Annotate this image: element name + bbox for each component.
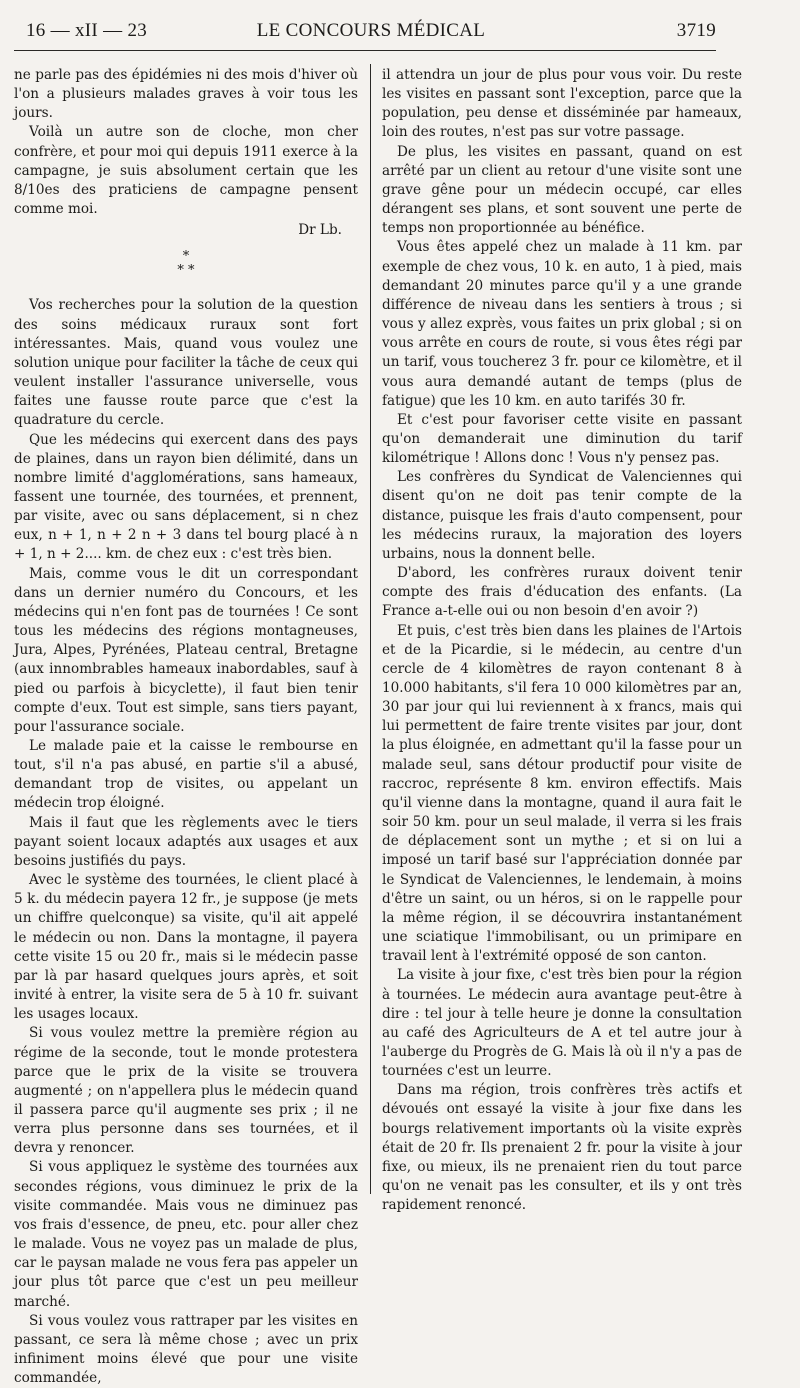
column-divider: [370, 64, 371, 1194]
paragraph: Mais, comme vous le dit un correspondant dans un dernier numéro du Concours, et les médecins qui n'en font pas de tournées ! Ce sont tous les médecins des régions montagneuses, Jura, Alpes, Pyrénées, Plateau central, Bretagne (aux innombrables hameaux inabordables, sauf à pied ou parfois à bicyclette), il faut bien tenir compte d'eux. Tout est simple, sans tiers payant, pour l'assurance sociale.: [14, 565, 358, 735]
paragraph: Que les médecins qui exercent dans des pays de plaines, dans un rayon bien délimité, dans un nombre limité d'agglomérations, sans hameaux, fassent une tournée, des tournées, et prennent, par visite, avec ou sans déplacement, si n chez eux, n + 1, n + 2 n + 3 dans tel bourg placé à n + 1, n + 2.... km. de chez eux : c'est très bien.: [14, 431, 358, 563]
paragraph: Si vous voulez vous rattraper par les visites en passant, ce sera là même chose ; avec un prix infiniment moins élevé que pour une visite commandée,: [14, 1312, 358, 1387]
paragraph: il attendra un jour de plus pour vous voir. Du reste les visites en passant sont l'exception, parce que la population, peu dense et disséminée par hameaux, loin des routes, n'est pas sur votre passage.: [382, 67, 742, 141]
paragraph: Le malade paie et la caisse le rembourse en tout, s'il n'a pas abusé, en partie s'il a abusé, demandant trop de visites, ou appelant un médecin trop éloigné.: [14, 738, 358, 812]
paragraph: De plus, les visites en passant, quand on est arrêté par un client au retour d'une visite sont une grave gêne pour un médecin occupé, car elles dérangent ses plans, et sont souvent une perte de temps non proportionnée au bénéfice.: [382, 143, 742, 237]
paragraph: Avec le système des tournées, le client placé à 5 k. du médecin payera 12 fr., je suppose (je mets un chiffre quelconque) sa visite, qu'il ait appelé le médecin ou non. Dans la montagne, il payera cette visite 15 ou 20 fr., mais si le médecin passe par là par hasard quelques jours après, et soit invité à entrer, la visite sera de 5 à 10 fr. suivant les usages locaux.: [14, 872, 358, 1023]
paragraph: La visite à jour fixe, c'est très bien pour la région à tournées. Le médecin aura avantage peut-être à dire : tel jour à telle heure je donne la consultation au café des Agriculteurs de A et tel autre jour à l'auberge du Progrès de G. Mais là où il n'y a pas de tournées c'est un leurre.: [382, 967, 742, 1080]
signature: Dr Lb.: [298, 222, 342, 239]
header-rule: [14, 50, 716, 51]
paragraph: Vous êtes appelé chez un malade à 11 km. par exemple de chez vous, 10 k. en auto, 1 à pied, mais demandant 20 minutes parce qu'il y a une grande différence de niveau dans les sentiers à trous ; si vous y allez exprès, vous faites un prix global ; si on vous arrête en cours de route, si vous êtes régi par un tarif, vous toucherez 3 fr. pour ce kilomètre, et il vous aura demandé autant de temps (plus de fatigue) que les 10 km. en auto tarifés 30 fr.: [382, 239, 742, 409]
paragraph: Si vous voulez mettre la première région au régime de la seconde, tout le monde protestera parce que le prix de la visite se trouvera augmenté ; on n'appellera plus le médecin quand il passera parce qu'il augmente ses prix ; il ne verra plus personne dans ses tournées, et il devra y renoncer.: [14, 1025, 358, 1157]
paragraph: Mais il faut que les règlements avec le tiers payant soient locaux adaptés aux usages et aux besoins justifiés du pays.: [14, 814, 358, 869]
paragraph: ne parle pas des épidémies ni des mois d'hiver où l'on a plusieurs malades graves à voir tous les jours.: [14, 67, 358, 122]
paragraph: Voilà un autre son de cloche, mon cher confrère, et pour moi qui depuis 1911 exerce à la campagne, je suis absolument certain que les 8/10es des praticiens de campagne pensent comme moi.: [14, 124, 358, 218]
page-header: [26, 18, 716, 46]
right-column: [382, 66, 742, 1215]
paragraph: Et c'est pour favoriser cette visite en passant qu'on demanderait une diminution du tarif kilométrique ! Allons donc ! Vous n'y pensez pas.: [382, 411, 742, 467]
paragraph: Dans ma région, trois confrères très actifs et dévoués ont essayé la visite à jour fixe dans les bourgs relativement importants où la visite exprès était de 20 fr. Ils prenaient 2 fr. pour la visite à jour fixe, ou mieux, ils ne prenaient rien du tout parce qu'on ne venait pas les consulter, et ils y ont très rapidement renoncé.: [382, 1082, 742, 1214]
page-number: 3719: [676, 20, 716, 41]
issue-date: 16 — xII — 23: [26, 20, 148, 41]
paragraph: Et puis, c'est très bien dans les plaines de l'Artois et de la Picardie, si le médecin, au centre d'un cercle de 4 kilomètres de rayon contenant 8 à 10.000 habitants, s'il fera 10 000 kilomètres par an, 30 par jour qui lui reviennent à x francs, mais qui lui permettent de faire trente visites par jour, dont la plus éloignée, en admettant qu'il la fasse pour un malade seul, sans détour productif pour visite de raccroc, représente 8 km. environ effectifs. Mais qu'il vienne dans la montagne, quand il aura fait le soir 50 km. pour un seul malade, il verra si les frais de déplacement sont un mythe ; et si on lui a imposé un tarif basé sur l'appréciation donnée par le Syndicat de Valenciennes, le lendemain, à moins d'être un saint, ou un héros, si on le rappelle pour la même région, il se découvrira instantanément une sciatique l'immobilisant, ou un primipare en travail lent à l'extrémité opposé de son canton.: [382, 622, 742, 965]
left-column: [14, 66, 358, 1388]
paragraph: Si vous appliquez le système des tournées aux secondes régions, vous diminuez le prix de la visite commandée. Mais vous ne diminuez pas vos frais d'essence, de pneu, etc. pour aller chez le malade. Vous ne voyez pas un malade de plus, car le paysan malade ne vous fera pas appeler un jour plus tôt parce que c'est un peu meilleur marché.: [14, 1159, 358, 1310]
paragraph: Les confrères du Syndicat de Valenciennes qui disent qu'on ne doit pas tenir compte de la distance, puisque les frais d'auto compensent, pour les médecins ruraux, la majoration des loyers urbains, nous la donnent belle.: [382, 469, 742, 562]
journal-title: LE CONCOURS MÉDICAL: [256, 20, 486, 41]
paragraph: D'abord, les confrères ruraux doivent tenir compte des frais d'éducation des enfants. (La France a-t-elle oui ou non besoin d'en avoir ?): [382, 565, 742, 620]
section-separator-asterism: * * *: [177, 249, 195, 279]
paragraph: Vos recherches pour la solution de la question des soins médicaux ruraux sont fort intéressantes. Mais, quand vous voulez une solution unique pour faciliter la tâche de ceux qui veulent installer l'assurance universelle, vous faites une fausse route parce que c'est la quadrature du cercle.: [14, 297, 358, 429]
